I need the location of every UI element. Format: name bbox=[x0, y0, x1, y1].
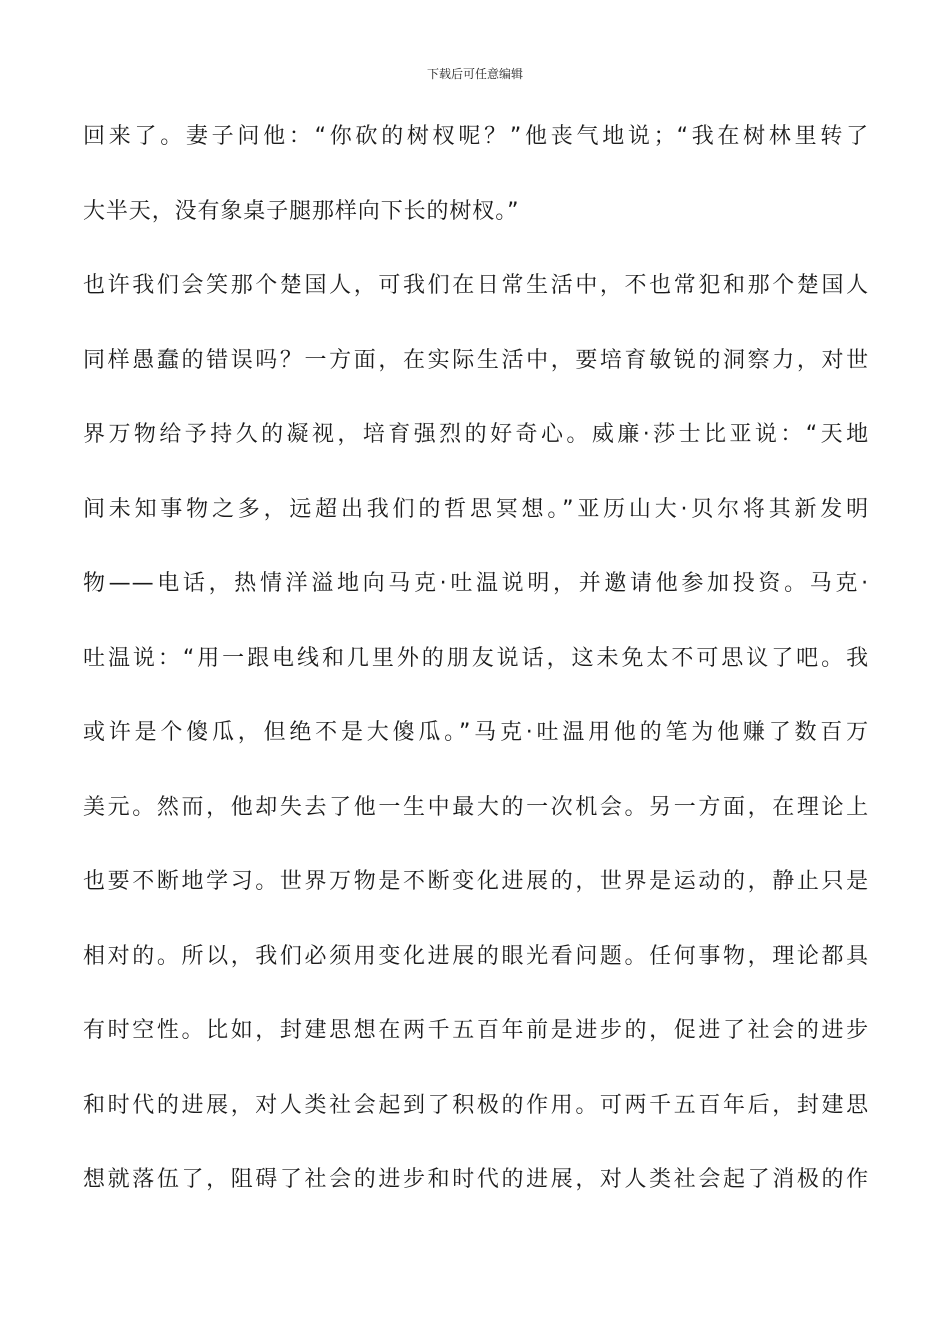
text-line: 美元。然而，他却失去了他一生中最大的一次机会。另一方面，在理论上 bbox=[83, 794, 869, 820]
text-line: 回来了。妻子问他：“你砍的树杈呢？”他丧气地说；“我在树林里转了 bbox=[83, 124, 869, 149]
text-line: 也要不断地学习。世界万物是不断变化进展的，世界是运动的，静止只是 bbox=[83, 869, 869, 894]
text-line: 吐温说：“用一跟电线和几里外的朋友说话，这未免太不可思议了吧。我 bbox=[83, 645, 869, 671]
text-line: 界万物给予持久的凝视，培育强烈的好奇心。威廉·莎士比亚说：“天地 bbox=[83, 422, 869, 447]
text-line: 想就落伍了，阻碍了社会的进步和时代的进展，对人类社会起了消极的作 bbox=[83, 1167, 869, 1192]
text-line: 同样愚蠢的错误吗？一方面，在实际生活中，要培育敏锐的洞察力，对世 bbox=[83, 347, 869, 373]
text-line: 也许我们会笑那个楚国人，可我们在日常生活中，不也常犯和那个楚国人 bbox=[83, 273, 869, 298]
page-header: 下载后可任意编辑 bbox=[426, 67, 523, 81]
document-body bbox=[83, 113, 869, 1231]
text-line: 相对的。所以，我们必须用变化进展的眼光看问题。任何事物，理论都具 bbox=[83, 943, 869, 969]
text-line: 大半天，没有象桌子腿那样向下长的树杈。” bbox=[83, 198, 520, 224]
text-line: 物——电话，热情洋溢地向马克·吐温说明，并邀请他参加投资。马克· bbox=[83, 571, 869, 596]
text-line: 和时代的进展，对人类社会起到了积极的作用。可两千五百年后，封建思 bbox=[83, 1092, 869, 1118]
text-line: 间未知事物之多，远超出我们的哲思冥想。”亚历山大·贝尔将其新发明 bbox=[83, 496, 869, 522]
text-line: 有时空性。比如，封建思想在两千五百年前是进步的，促进了社会的进步 bbox=[83, 1018, 869, 1043]
text-line: 或许是个傻瓜，但绝不是大傻瓜。”马克·吐温用他的笔为他赚了数百万 bbox=[83, 720, 869, 745]
